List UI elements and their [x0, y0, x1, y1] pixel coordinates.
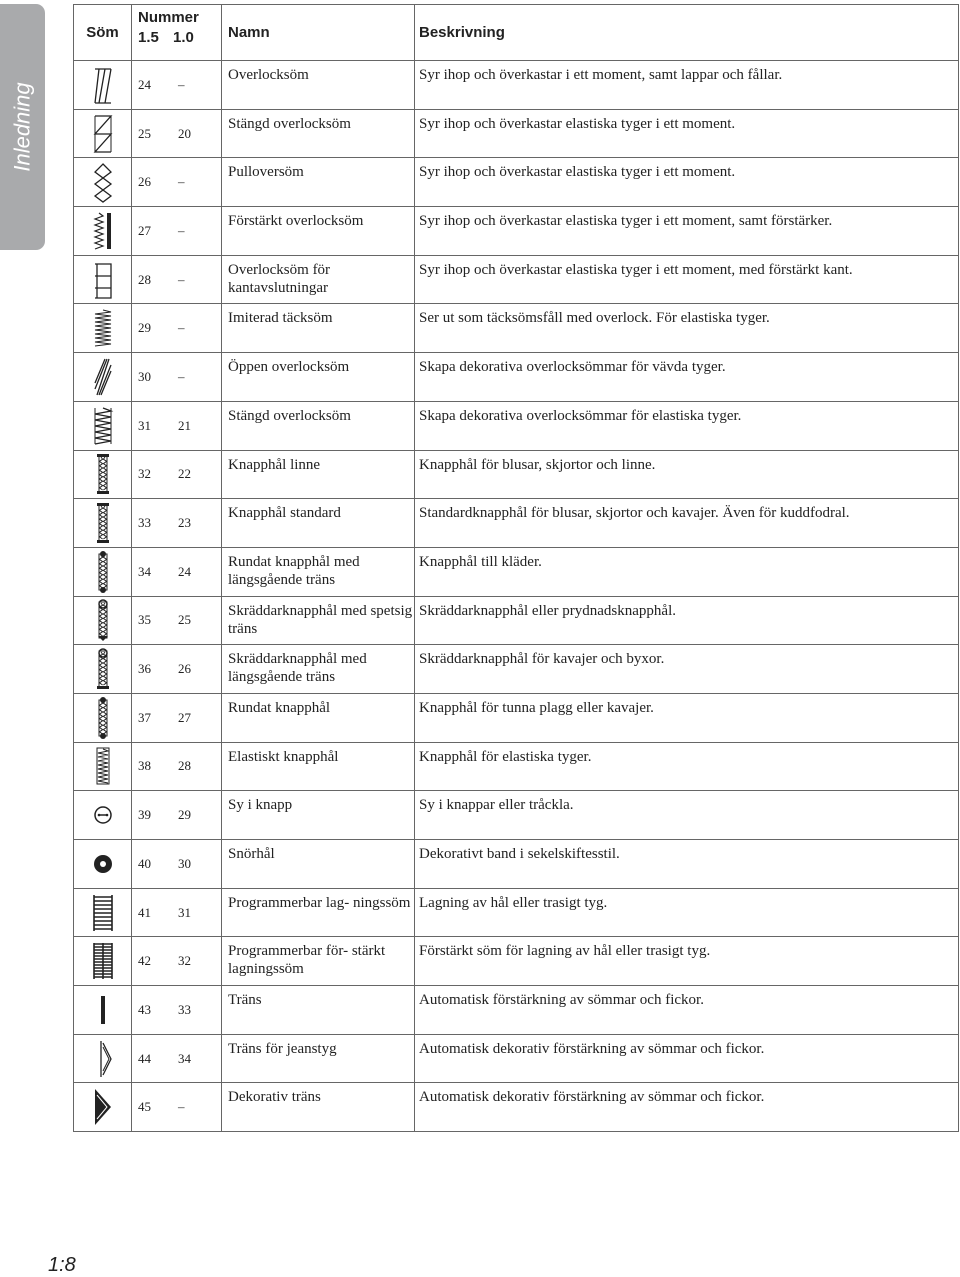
table-row — [74, 596, 959, 645]
table-row — [74, 791, 959, 840]
stitch-number-cell — [132, 450, 222, 499]
number-v15: 45 — [138, 1099, 151, 1115]
stitch-name: Förstärkt overlocksöm — [222, 207, 415, 256]
stitch-description: Syr ihop och överkastar i ett moment, samt lappar och fållar. — [415, 61, 959, 110]
header-namn: Namn — [222, 5, 415, 61]
stitch-description: Sy i knappar eller tråckla. — [415, 791, 959, 840]
stitch-name: Programmerbar lag- ningssöm — [222, 888, 415, 937]
stitch-number-cell — [132, 1083, 222, 1132]
stitch-number-cell — [132, 547, 222, 596]
stitch-icon-cell — [74, 1083, 132, 1132]
stitch-number-cell — [132, 109, 222, 158]
page-number: 1:8 — [48, 1254, 76, 1276]
stitch-description: Syr ihop och överkastar elastiska tyger i ett moment. — [415, 158, 959, 207]
keyhole-pointed-buttonhole-icon — [91, 598, 115, 642]
stitch-description: Förstärkt söm för lagning av hål eller trasigt tyg. — [415, 937, 959, 986]
number-v10: 30 — [178, 855, 191, 871]
table-row — [74, 158, 959, 207]
stitch-description: Automatisk dekorativ förstärkning av sömmar och fickor. — [415, 1034, 959, 1083]
stitch-number-cell — [132, 304, 222, 353]
stitch-name: Knapphål standard — [222, 499, 415, 548]
keyhole-bartack-buttonhole-icon — [91, 647, 115, 691]
number-v15: 36 — [138, 661, 151, 677]
number-v15: 31 — [138, 417, 151, 433]
number-v10: 31 — [178, 904, 191, 920]
stitch-name: Programmerbar för- stärkt lagningssöm — [222, 937, 415, 986]
stitch-description: Skapa dekorativa overlocksömmar för vävda tyger. — [415, 353, 959, 402]
number-v15: 30 — [138, 368, 151, 384]
table-row — [74, 401, 959, 450]
stitch-description: Skräddarknapphål eller prydnadsknapphål. — [415, 596, 959, 645]
header-version-15: 1.5 — [138, 29, 159, 46]
stitch-icon-cell — [74, 742, 132, 791]
number-v15: 44 — [138, 1050, 151, 1066]
table-row — [74, 353, 959, 402]
stitch-name: Öppen overlocksöm — [222, 353, 415, 402]
stitch-description: Syr ihop och överkastar elastiska tyger i ett moment, samt förstärker. — [415, 207, 959, 256]
number-v15: 35 — [138, 612, 151, 628]
stitch-icon-cell — [74, 986, 132, 1035]
stitch-icon-cell — [74, 158, 132, 207]
stitch-icon-cell — [74, 353, 132, 402]
stitch-description: Syr ihop och överkastar elastiska tyger i ett moment. — [415, 109, 959, 158]
table-row — [74, 937, 959, 986]
stitch-number-cell — [132, 742, 222, 791]
stitch-number-cell — [132, 645, 222, 694]
section-tab — [0, 4, 45, 250]
table-row — [74, 645, 959, 694]
stitch-name: Stängd overlocksöm — [222, 109, 415, 158]
section-tab-label: Inledning — [9, 82, 35, 172]
number-v10: – — [178, 222, 185, 238]
decorative-bartack-icon — [91, 1085, 115, 1129]
rounded-buttonhole-bartack-icon — [91, 550, 115, 594]
stitch-number-cell — [132, 693, 222, 742]
stitch-name: Skräddarknapphål med spetsig träns — [222, 596, 415, 645]
table-header-row — [74, 5, 959, 61]
table-row — [74, 61, 959, 110]
overlock-stitch-icon — [91, 63, 115, 107]
stitch-name: Skräddarknapphål med längsgående träns — [222, 645, 415, 694]
stitch-number-cell — [132, 499, 222, 548]
stitch-number-cell — [132, 61, 222, 110]
number-v15: 42 — [138, 953, 151, 969]
number-v15: 33 — [138, 515, 151, 531]
number-v10: – — [178, 1099, 185, 1115]
stitch-number-cell — [132, 401, 222, 450]
table-row — [74, 109, 959, 158]
stitch-name: Stängd overlocksöm — [222, 401, 415, 450]
stitch-number-cell — [132, 888, 222, 937]
header-nummer-label: Nummer — [138, 9, 199, 26]
stitch-number-cell — [132, 1034, 222, 1083]
stitch-number-cell — [132, 596, 222, 645]
header-som: Söm — [74, 5, 132, 61]
header-beskrivning: Beskrivning — [415, 5, 959, 61]
darning-stitch-icon — [91, 891, 115, 935]
number-v10: 20 — [178, 125, 191, 141]
number-v15: 40 — [138, 855, 151, 871]
stitch-icon-cell — [74, 840, 132, 889]
button-sew-on-icon — [91, 793, 115, 837]
table-row — [74, 693, 959, 742]
number-v10: 34 — [178, 1050, 191, 1066]
stitch-description: Knapphål till kläder. — [415, 547, 959, 596]
stitch-icon-cell — [74, 693, 132, 742]
stitch-name: Elastiskt knapphål — [222, 742, 415, 791]
stitch-name: Knapphål linne — [222, 450, 415, 499]
stitch-icon-cell — [74, 207, 132, 256]
stitch-icon-cell — [74, 645, 132, 694]
stitch-description: Syr ihop och överkastar elastiska tyger i ett moment, med förstärkt kant. — [415, 255, 959, 304]
stitch-number-cell — [132, 791, 222, 840]
stitch-number-cell — [132, 207, 222, 256]
stitch-icon-cell — [74, 937, 132, 986]
stitch-number-cell — [132, 840, 222, 889]
number-v10: 27 — [178, 709, 191, 725]
number-v15: 38 — [138, 758, 151, 774]
stitch-number-cell — [132, 255, 222, 304]
number-v15: 41 — [138, 904, 151, 920]
reinforced-overlock-stitch-icon — [91, 209, 115, 253]
stitch-icon-cell — [74, 109, 132, 158]
rounded-buttonhole-icon — [91, 696, 115, 740]
stitch-name: Pulloversöm — [222, 158, 415, 207]
closed-overlock-decorative-icon — [91, 404, 115, 448]
stitch-name: Sy i knapp — [222, 791, 415, 840]
stitch-icon-cell — [74, 547, 132, 596]
stitch-description: Skapa dekorativa overlocksömmar för elastiska tyger. — [415, 401, 959, 450]
number-v10: – — [178, 76, 185, 92]
stitch-description: Skräddarknapphål för kavajer och byxor. — [415, 645, 959, 694]
pullover-stitch-icon — [91, 160, 115, 204]
number-v15: 37 — [138, 709, 151, 725]
number-v10: – — [178, 271, 185, 287]
number-v15: 25 — [138, 125, 151, 141]
number-v10: 33 — [178, 1001, 191, 1017]
number-v10: 29 — [178, 807, 191, 823]
number-v15: 24 — [138, 76, 151, 92]
imitation-coverstitch-icon — [91, 306, 115, 350]
stitch-description: Automatisk förstärkning av sömmar och fickor. — [415, 986, 959, 1035]
stitch-table — [73, 4, 959, 1132]
stitch-icon-cell — [74, 499, 132, 548]
table-row — [74, 450, 959, 499]
stitch-name: Rundat knapphål med längsgående träns — [222, 547, 415, 596]
stitch-description: Automatisk dekorativ förstärkning av sömmar och fickor. — [415, 1083, 959, 1132]
stitch-name: Träns — [222, 986, 415, 1035]
number-v15: 26 — [138, 174, 151, 190]
number-v10: – — [178, 320, 185, 336]
number-v10: 21 — [178, 417, 191, 433]
number-v10: 32 — [178, 953, 191, 969]
number-v15: 29 — [138, 320, 151, 336]
number-v10: – — [178, 368, 185, 384]
standard-buttonhole-icon — [91, 501, 115, 545]
number-v15: 43 — [138, 1001, 151, 1017]
stretch-buttonhole-icon — [91, 744, 115, 788]
number-v10: 28 — [178, 758, 191, 774]
table-row — [74, 304, 959, 353]
number-v10: 23 — [178, 515, 191, 531]
number-v15: 34 — [138, 563, 151, 579]
open-overlock-stitch-icon — [91, 355, 115, 399]
table-row — [74, 1083, 959, 1132]
number-v15: 32 — [138, 466, 151, 482]
stitch-description: Lagning av hål eller trasigt tyg. — [415, 888, 959, 937]
stitch-icon-cell — [74, 304, 132, 353]
table-row — [74, 255, 959, 304]
stitch-description: Ser ut som täcksömsfåll med overlock. För elastiska tyger. — [415, 304, 959, 353]
stitch-icon-cell — [74, 450, 132, 499]
table-row — [74, 499, 959, 548]
stitch-number-cell — [132, 986, 222, 1035]
number-v10: 24 — [178, 563, 191, 579]
stitch-icon-cell — [74, 596, 132, 645]
stitch-name: Imiterad täcksöm — [222, 304, 415, 353]
header-nummer — [132, 5, 222, 61]
number-v10: 26 — [178, 661, 191, 677]
header-version-10: 1.0 — [173, 29, 194, 46]
table-row — [74, 888, 959, 937]
stitch-name: Overlocksöm för kantavslutningar — [222, 255, 415, 304]
bartack-icon — [91, 988, 115, 1032]
stitch-name: Snörhål — [222, 840, 415, 889]
stitch-icon-cell — [74, 61, 132, 110]
stitch-icon-cell — [74, 1034, 132, 1083]
table-row — [74, 840, 959, 889]
table-row — [74, 986, 959, 1035]
stitch-number-cell — [132, 937, 222, 986]
number-v10: – — [178, 174, 185, 190]
table-row — [74, 1034, 959, 1083]
closed-overlock-stitch-icon — [91, 112, 115, 156]
stitch-icon-cell — [74, 791, 132, 840]
table-row — [74, 742, 959, 791]
stitch-name: Rundat knapphål — [222, 693, 415, 742]
number-v10: 25 — [178, 612, 191, 628]
number-v10: 22 — [178, 466, 191, 482]
stitch-icon-cell — [74, 888, 132, 937]
stitch-description: Dekorativt band i sekelskiftesstil. — [415, 840, 959, 889]
stitch-description: Knapphål för elastiska tyger. — [415, 742, 959, 791]
stitch-description: Knapphål för tunna plagg eller kavajer. — [415, 693, 959, 742]
stitch-number-cell — [132, 158, 222, 207]
stitch-name: Träns för jeanstyg — [222, 1034, 415, 1083]
stitch-number-cell — [132, 353, 222, 402]
stitch-description: Standardknapphål för blusar, skjortor och kavajer. Även för kuddfodral. — [415, 499, 959, 548]
denim-bartack-icon — [91, 1037, 115, 1081]
number-v15: 27 — [138, 222, 151, 238]
reinforced-darning-stitch-icon — [91, 939, 115, 983]
stitch-name: Dekorativ träns — [222, 1083, 415, 1132]
table-row — [74, 547, 959, 596]
stitch-icon-cell — [74, 401, 132, 450]
stitch-description: Knapphål för blusar, skjortor och linne. — [415, 450, 959, 499]
edge-overlock-stitch-icon — [91, 258, 115, 302]
number-v15: 28 — [138, 271, 151, 287]
linen-buttonhole-icon — [91, 452, 115, 496]
stitch-icon-cell — [74, 255, 132, 304]
stitch-name: Overlocksöm — [222, 61, 415, 110]
number-v15: 39 — [138, 807, 151, 823]
eyelet-icon — [91, 842, 115, 886]
table-row — [74, 207, 959, 256]
